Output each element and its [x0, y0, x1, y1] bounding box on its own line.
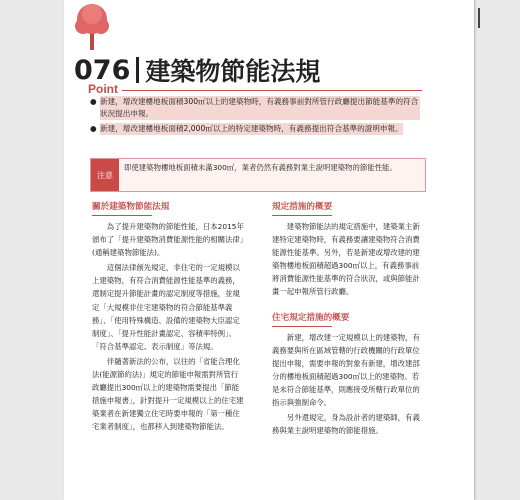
note-tag: 注意	[91, 159, 119, 191]
paragraph: 這個法律創先規定，非住宅的一定規模以上建築物，有符合消費能源性能基準的義務，還制定提升節能計畫的認定制度等措施，並規定「大規模非住宅建築物的符合節能基準義務」、「使用特殊構造、設備的建築物大臣認定制度」、「提升性能計畫認定、容積率特例」、「符合基準認定、表示制度」等法規。	[92, 263, 240, 351]
note-text: 即使建築物樓地板面積未滿300㎡，業者仍然有義務對業主說明建築物的節能性能。	[124, 163, 397, 172]
paragraph: 伴隨著新法的公布，以往的「省能合理化法(能源節約法)」規定的節能申報需對所管行政廳提出300㎡以上的建築物需要提出「節能措施申報書」，針對提升一定規模以上的住宅建築業者在新建獨立住宅時要申報的「第一種住宅業者制度」，也都移入到建築物節能法。	[92, 356, 244, 432]
paragraph: 另外還規定，身為設計者的建築師，有義務與業主說明建築物的節能措施。	[272, 413, 420, 436]
paragraph: 建築物節能法的規定措施中，建築業主新建特定建築物時，有義務要讓建築物符合消費能源性能基準。另外，若是新建或增改建的建築物樓地板面積超過300㎡以上，有義務事前將消費能源性能基準的符合狀況，或與節能計畫一起申報所管行政廳。	[272, 222, 420, 297]
paragraph: 為了提升建築物的節能性能，日本2015年頒布了「提升建築物消費能源性能的相關法律」(通稱建築物節能法)。	[92, 222, 244, 258]
section-heading: 關於建築物節能法規	[92, 202, 170, 212]
bullet-icon: ●	[90, 97, 97, 106]
left-column	[92, 200, 244, 436]
page-edge-mark	[478, 8, 480, 28]
right-column	[272, 200, 424, 439]
title-number: 076	[74, 54, 131, 86]
point-list	[90, 96, 420, 138]
book-page	[64, 0, 474, 500]
title-divider	[136, 57, 139, 83]
section-heading: 規定措施的概要	[272, 202, 333, 212]
point-item	[90, 96, 420, 120]
title-text: 建築物節能法規	[145, 57, 321, 86]
point-text: 新建，增改建樓地板面積2,000㎡以上的特定建築物時，有義務提出符合基準的證明申報。	[100, 124, 403, 133]
point-item	[90, 123, 420, 135]
point-rule	[122, 90, 422, 91]
section-rule	[92, 215, 152, 216]
section-rule	[272, 215, 332, 216]
section-heading: 住宅規定措施的概要	[272, 312, 350, 323]
note-box	[90, 158, 426, 192]
section-rule	[272, 326, 332, 327]
point-text: 新建，增改建樓地板面積300㎡以上的建築物時，有義務事前對所管行政廳提出節能基準的符合狀況提出申報。	[100, 97, 419, 118]
paragraph: 新建，增改建一定規模以上的建築物，有義務要與所在區域管轄的行政機關的行政單位提出申報，需要申報的對象有新建，增改建部分的樓地板面積超過300㎡以上的建築物。若是未符合節能基準，則應接受所轄行政單位的指示與強制命令。	[272, 332, 420, 408]
point-label: Point	[88, 82, 118, 96]
tree-icon	[74, 2, 110, 52]
bullet-icon: ●	[90, 124, 97, 133]
